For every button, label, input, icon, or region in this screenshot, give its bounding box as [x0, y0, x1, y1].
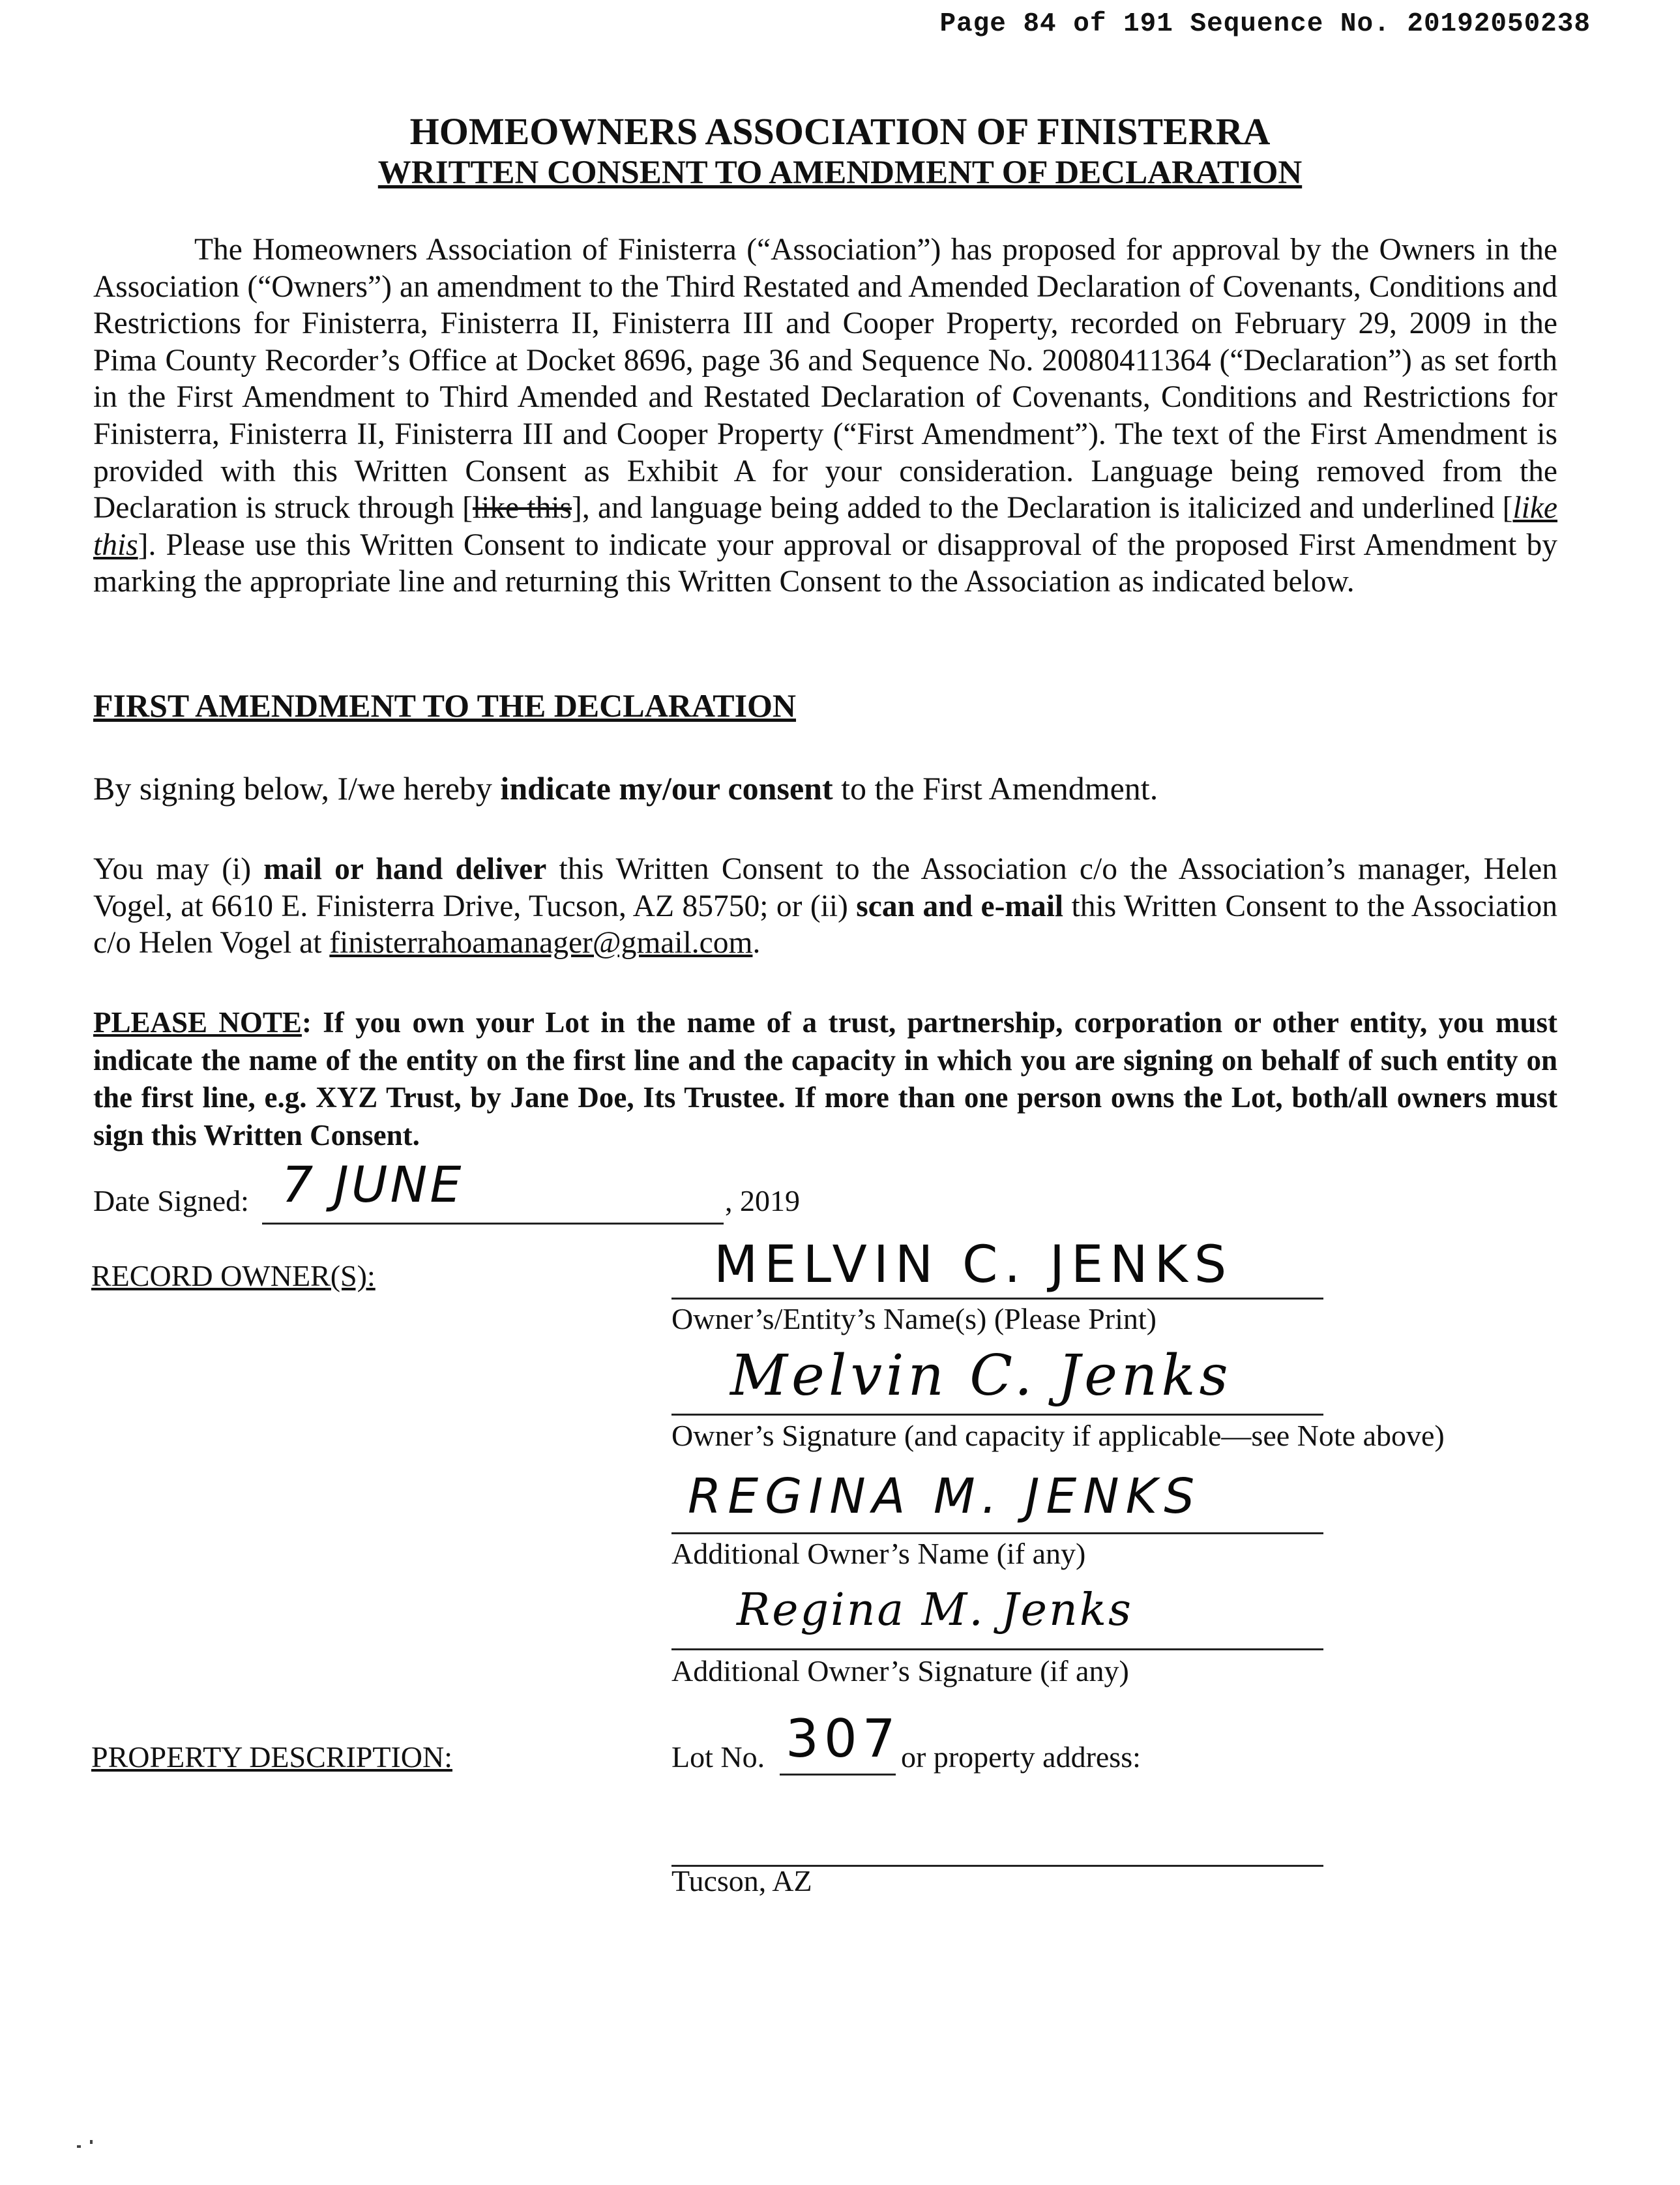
date-year: , 2019 [725, 1184, 800, 1217]
delivery-text-3: this Written Consent to the Association c/o Helen Vogel at [93, 889, 1558, 960]
owner-signature-line [671, 1414, 1323, 1416]
additional-owner-signature[interactable]: Regina M. Jenks [737, 1584, 1133, 1636]
owner-signature[interactable]: Melvin C. Jenks [730, 1343, 1232, 1408]
delivery-text-2: this Written Consent to the Association c/o the Association’s manager, Helen Vogel, at 6610 E. Finisterra Drive, Tucson, AZ 85750; or (ii) [93, 852, 1557, 923]
please-note [93, 1004, 1557, 1154]
added-example: like this [93, 491, 1558, 562]
intro-text-3: ]. Please use this Written Consent to indicate your approval or disapproval of the proposed First Amendment by marking the appropriate line and returning this Written Consent to the Association as indicated below. [93, 528, 1557, 599]
delivery-bold-1: mail or hand deliver [263, 852, 547, 886]
property-description-label: PROPERTY DESCRIPTION: [91, 1740, 452, 1774]
consent-bold: indicate my/our consent [500, 770, 833, 807]
document-subtitle: WRITTEN CONSENT TO AMENDMENT OF DECLARATION [377, 155, 1303, 191]
owner-name-line [671, 1298, 1323, 1300]
page-sequence-header: Page 84 of 191 Sequence No. 20192050238 [939, 9, 1591, 39]
delivery-text-1: You may (i) [93, 852, 264, 886]
record-owners-label: RECORD OWNER(S): [91, 1259, 376, 1292]
scan-mark [77, 2145, 81, 2148]
lot-suffix-label: or property address: [901, 1740, 1141, 1774]
owner-signature-label: Owner’s Signature (and capacity if applicable—see Note above) [671, 1419, 1445, 1452]
additional-owner-name-value[interactable]: REGINA M. JENKS [688, 1468, 1201, 1524]
lot-number-value[interactable]: 307 [786, 1708, 901, 1769]
owner-name-label: Owner’s/Entity’s Name(s) (Please Print) [671, 1302, 1157, 1335]
additional-owner-name-label: Additional Owner’s Name (if any) [671, 1537, 1086, 1570]
consent-pre: By signing below, I/we hereby [93, 770, 501, 807]
delivery-bold-2: scan and e-mail [856, 889, 1064, 923]
date-signed-value[interactable]: 7 JUNE [282, 1155, 464, 1213]
additional-owner-name-line [671, 1532, 1323, 1534]
struck-example: like this [472, 491, 572, 526]
document-title: HOMEOWNERS ASSOCIATION OF FINISTERRA [409, 110, 1271, 153]
delivery-instructions [93, 851, 1557, 962]
property-city: Tucson, AZ [671, 1864, 812, 1897]
additional-owner-signature-line [671, 1648, 1323, 1650]
intro-paragraph [93, 231, 1557, 601]
manager-email-link[interactable]: finisterrahoamanager@gmail.com [329, 926, 753, 960]
section-heading: FIRST AMENDMENT TO THE DECLARATION [93, 687, 797, 724]
lot-number-label: Lot No. [671, 1740, 765, 1774]
intro-text-2: ], and language being added to the Declaration is italicized and underlined [ [572, 491, 1513, 526]
consent-post: to the First Amendment. [833, 770, 1158, 807]
consent-statement [93, 769, 1158, 807]
date-signed-label: Date Signed: [93, 1184, 249, 1217]
owner-name-value[interactable]: MELVIN C. JENKS [714, 1236, 1233, 1294]
scan-mark [90, 2140, 93, 2144]
intro-text-1: The Homeowners Association of Finisterra (“Association”) has proposed for approval by the Owners in the Association (“Owners”) an amendment to the Third Restated and Amended Declaration of Covenants, Conditions and Restrictions for Finisterra, Finisterra II, Finisterra III and Cooper Property, recorded on February 29, 2009 in the Pima County Recorder’s Office at Docket 8696, page 36 and Sequence No. 20080411364 (“Declaration”) as set forth in the First Amendment to Third Amended and Restated Declaration of Covenants, Conditions and Restrictions for Finisterra, Finisterra II, Finisterra III and Cooper Property (“First Amendment”). The text of the First Amendment is provided with this Written Consent as Exhibit A for your consideration. Language being removed from the Declaration is struck through [ [93, 233, 1557, 526]
note-text: If you own your Lot in the name of a trust, partnership, corporation or other entity, you must indicate the name of the entity on the first line and the capacity in which you are signing on behalf of such entity on the first line, e.g. XYZ Trust, by Jane Doe, Its Trustee. If more than one person owns the Lot, both/all owners must sign this Written Consent. [93, 1006, 1557, 1152]
note-label: PLEASE NOTE [93, 1006, 302, 1039]
delivery-text-4: . [752, 926, 761, 960]
date-line [262, 1223, 724, 1225]
lot-number-line [780, 1774, 896, 1776]
note-colon: : [301, 1006, 312, 1039]
additional-owner-signature-label: Additional Owner’s Signature (if any) [671, 1654, 1129, 1687]
